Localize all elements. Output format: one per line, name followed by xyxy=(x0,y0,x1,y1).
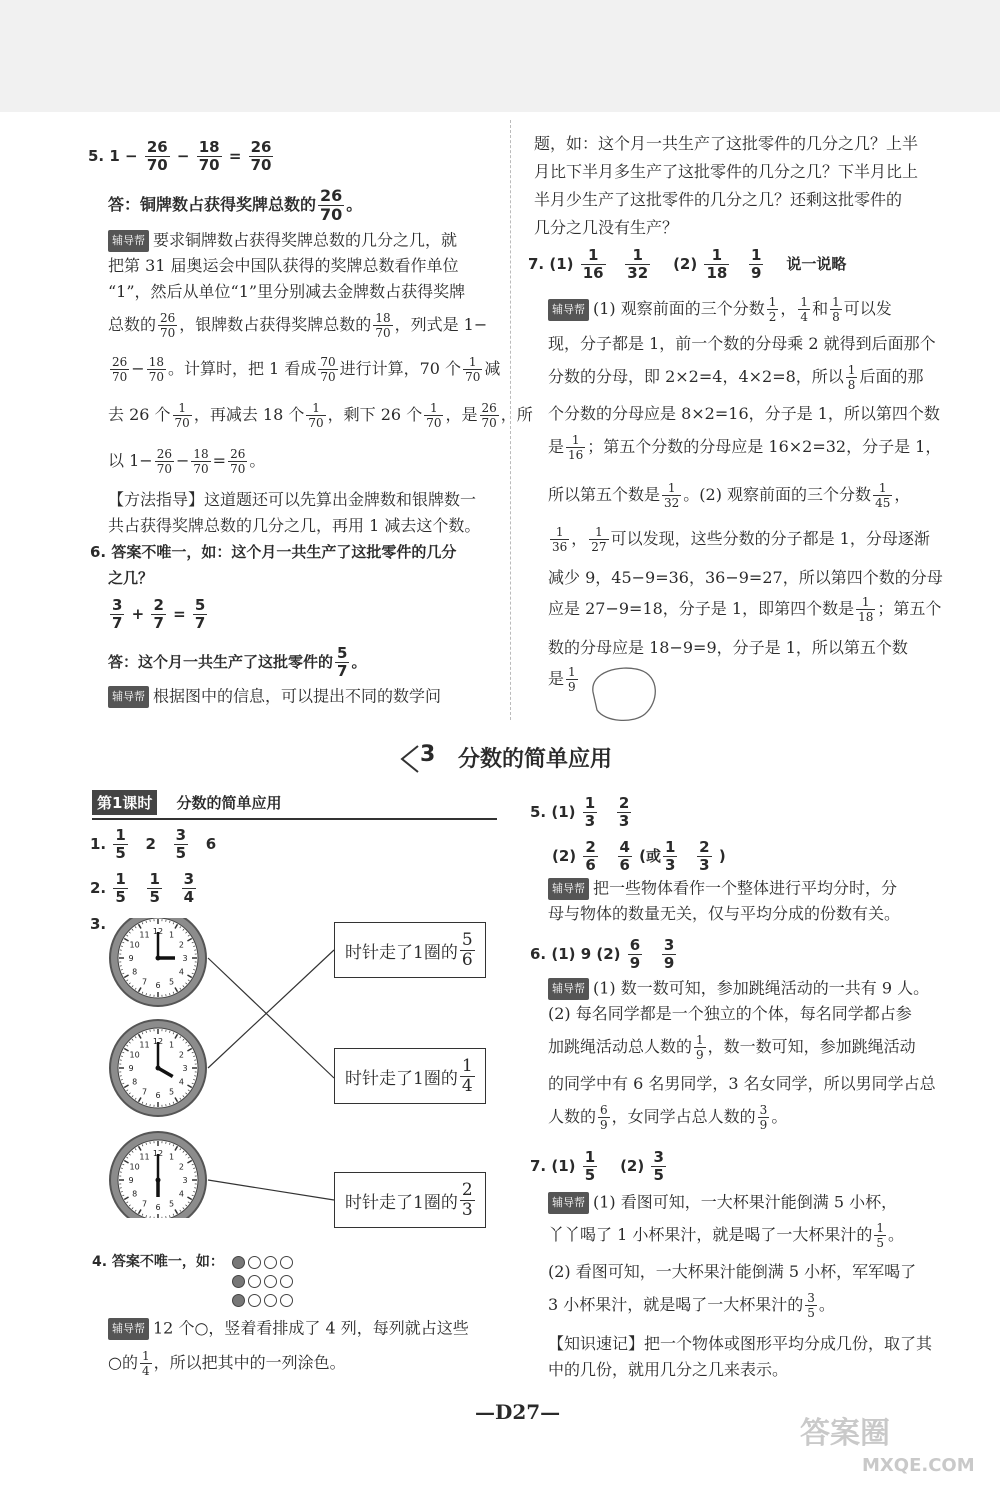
svg-text:5: 5 xyxy=(168,1087,175,1097)
page-number: —D27— xyxy=(475,1400,561,1424)
svg-text:11: 11 xyxy=(139,1040,150,1050)
q5-help-5: $\frac{26}{70}$ − $\frac{18}{70}$ 。计算时，把 1 看成 $\frac{70}{70}$ 进行计算，70 个 $\frac{1}{70}$ 减 xyxy=(112,355,501,384)
method-1: 【方法指导】这道题还可以先算出金牌数和银牌数一 xyxy=(108,490,477,509)
q7-help-8: 减少 9，45−9=36，36−9=27，所以第四个数的分母 xyxy=(548,568,943,587)
svg-text:6: 6 xyxy=(155,1091,161,1100)
lesson-title: 分数的简单应用 xyxy=(176,794,282,812)
svg-text:1: 1 xyxy=(168,1040,175,1050)
svg-text:7: 7 xyxy=(141,977,148,987)
q5-help-1: 辅导帮 要求铜牌数占获得奖牌总数的几分之几，就 xyxy=(108,230,457,252)
q6-answer: 答：这个月一共生产了这批零件的 $\frac{5}{7}$ 。 xyxy=(108,644,367,680)
svg-text:3: 3 xyxy=(182,954,188,963)
clock-6-oclock xyxy=(110,1132,206,1218)
svg-text:7: 7 xyxy=(141,1199,148,1209)
rb-q5-help-1: 辅导帮 把一些物体看作一个整体进行平均分时，分 xyxy=(548,878,897,900)
section-title: 分数的简单应用 xyxy=(458,747,613,772)
q7-help-3: 分数的分母，即 2×2=4，4×2=8，所以 $\frac{1}{8}$ 后面的那 xyxy=(548,363,924,392)
clock-3-oclock xyxy=(110,918,206,1006)
q7-help-1: 辅导帮 (1) 观察前面的三个分数 $\frac{1}{2}$ ， $\frac{1}{4}$ 和 $\frac{1}{8}$ 可以发 xyxy=(548,296,892,323)
stamp-icon xyxy=(585,662,663,724)
q5-equation: 5. 1 − $\frac{26}{70}$ − $\frac{18}{70}$ = $\frac{26}{70}$ xyxy=(88,138,272,174)
svg-text:10: 10 xyxy=(129,1050,140,1060)
rb-q6-help-2: (2) 每名同学都是一个独立的个体，每名同学都占参 xyxy=(548,1004,912,1023)
q5-help-6: 去 26 个 $\frac{1}{70}$ ，再减去 18 个 $\frac{1}{70}$ ，剩下 26 个 $\frac{1}{70}$ ，是 $\frac{26}{70}$ ，所 xyxy=(108,401,533,430)
rb-q5-1: 5. (1) $\frac{1}{3}$ $\frac{2}{3}$ xyxy=(530,794,630,830)
rb-q6-help-1: 辅导帮 (1) 数一数可知，参加跳绳活动的一共有 9 人。 xyxy=(548,978,929,1000)
svg-text:10: 10 xyxy=(129,940,140,950)
svg-text:8: 8 xyxy=(132,1077,138,1087)
svg-text:1: 1 xyxy=(168,930,175,940)
svg-text:1: 1 xyxy=(168,1152,175,1162)
q7-help-9: 应是 27−9=18，分子是 1，即第四个数是 $\frac{1}{18}$ ；第五个 xyxy=(548,595,942,624)
q4-help-1: 辅导帮 12 个○，竖着看排成了 4 列，每列就占这些 xyxy=(108,1318,469,1340)
q5-help-7: 以 1− $\frac{26}{70}$ − $\frac{18}{70}$ = $\frac{26}{70}$ 。 xyxy=(108,447,266,476)
svg-text:5: 5 xyxy=(168,1199,175,1209)
q7-help-5: 是 $\frac{1}{16}$ ；第五个分数的分母应是 16×2=32，分子是 1， xyxy=(548,433,942,462)
box-1-4: 时针走了1圈的 $\frac{1}{4}$ xyxy=(334,1048,486,1104)
rb-q6-help-3: 加跳绳活动总人数的 $\frac{1}{9}$ ，数一数可知，参加跳绳活动 xyxy=(548,1033,916,1062)
rt-line-3: 半月少生产了这批零件的几分之几？还剩这批零件的 xyxy=(534,190,903,209)
svg-text:12: 12 xyxy=(152,1149,164,1158)
q7-answer: 7. (1) $\frac{1}{16}$ $\frac{1}{32}$ (2) $\frac{1}{18}$ $\frac{1}{9}$ 说一说略 xyxy=(528,246,847,282)
rb-q7-help-4: 3 小杯果汁，就是喝了一大杯果汁的 $\frac{3}{5}$ 。 xyxy=(548,1291,835,1320)
svg-text:10: 10 xyxy=(129,1162,140,1172)
svg-text:11: 11 xyxy=(139,930,150,940)
q7-help-7: $\frac{1}{36}$ ， $\frac{1}{27}$ 可以发现，这些分数的分子都是 1，分母逐渐 xyxy=(552,525,930,554)
q7-help-2: 现，分子都是 1，前一个数的分母乘 2 就得到后面那个 xyxy=(548,334,936,353)
box-2-3: 时针走了1圈的 $\frac{2}{3}$ xyxy=(334,1172,486,1228)
svg-text:9: 9 xyxy=(128,954,134,963)
rt-line-1: 题，如：这个月一共生产了这批零件的几分之几？上半 xyxy=(534,134,919,153)
svg-text:2: 2 xyxy=(178,1050,184,1060)
rb-q7: 7. (1) $\frac{1}{5}$ (2) $\frac{3}{5}$ xyxy=(530,1148,664,1184)
svg-text:9: 9 xyxy=(128,1064,134,1073)
svg-text:2: 2 xyxy=(178,1162,184,1172)
rt-line-2: 月比下半月多生产了这批零件的几分之几？下半月比上 xyxy=(534,162,919,181)
clock-4-oclock xyxy=(110,1020,206,1116)
svg-text:4: 4 xyxy=(178,1077,184,1087)
q6-help: 辅导帮 根据图中的信息，可以提出不同的数学问 xyxy=(108,686,441,708)
rb-q7-help-3: (2) 看图可知，一大杯果汁能倒满 5 小杯，军军喝了 xyxy=(548,1262,917,1281)
rt-line-4: 几分之几没有生产？ xyxy=(534,218,679,237)
q6-question-1: 6. 答案不唯一，如：这个月一共生产了这批零件的几分 xyxy=(90,543,457,561)
q5-help-3: “1”，然后从单位“1”里分别减去金牌数占获得奖牌 xyxy=(108,282,466,301)
q6-question-2: 之几？ xyxy=(108,569,154,587)
svg-text:6: 6 xyxy=(155,1203,161,1212)
match-line-6-to-2-3 xyxy=(208,1180,334,1200)
method-2: 共占获得奖牌总数的几分之几，再用 1 减去这个数。 xyxy=(108,516,481,535)
lesson-header xyxy=(92,790,497,820)
q7-help-6: 所以第五个数是 $\frac{1}{32}$ 。(2) 观察前面的三个分数 $\frac{1}{45}$ ， xyxy=(548,481,911,510)
svg-text:9: 9 xyxy=(128,1176,134,1185)
rb-q6-help-4: 的同学中有 6 名男同学，3 名女同学，所以男同学占总 xyxy=(548,1074,936,1093)
rb-q7-help-2: 丫丫喝了 1 小杯果汁，就是喝了一大杯果汁的 $\frac{1}{5}$ 。 xyxy=(548,1221,905,1250)
q7-help-4: 个分数的分母应是 8×2=16，分子是 1，所以第四个数 xyxy=(548,404,940,423)
lb-q4: 4. 答案不唯一，如： xyxy=(92,1254,224,1270)
svg-text:7: 7 xyxy=(141,1087,148,1097)
rb-knowledge-2: 中的几份，就用几分之几来表示。 xyxy=(548,1360,789,1379)
q5-answer: 答：铜牌数占获得奖牌总数的 $\frac{26}{70}$ 。 xyxy=(108,186,363,224)
q4-help-2: ○的 $\frac{1}{4}$ ，所以把其中的一列涂色。 xyxy=(108,1349,346,1378)
svg-text:3: 3 xyxy=(182,1064,188,1073)
rb-q6: 6. (1) 9 (2) $\frac{6}{9}$ $\frac{3}{9}$ xyxy=(530,936,675,972)
rb-q5-2: (2) $\frac{2}{6}$ $\frac{4}{6}$ (或 $\frac{1}{3}$ $\frac{2}{3}$ ) xyxy=(552,838,726,874)
svg-text:12: 12 xyxy=(152,1037,164,1046)
svg-text:11: 11 xyxy=(139,1152,150,1162)
section-number: 3 xyxy=(420,742,436,767)
watermark-logo: 答案圈 xyxy=(800,1416,890,1451)
q6-equation: $\frac{3}{7}$ + $\frac{2}{7}$ = $\frac{5}{7}$ xyxy=(112,596,206,632)
watermark-url: MXQE.COM xyxy=(862,1455,975,1476)
rb-knowledge-1: 【知识速记】把一个物体或图形平均分成几份，取了其 xyxy=(548,1334,933,1353)
svg-text:5: 5 xyxy=(168,977,175,987)
svg-text:2: 2 xyxy=(178,940,184,950)
lb-q2: 2. $\frac{1}{5}$ $\frac{1}{5}$ $\frac{3}{4}$ xyxy=(90,870,195,906)
q5-help-4: 总数的 $\frac{26}{70}$ ，银牌数占获得奖牌总数的 $\frac{18}{70}$ ，列式是 1− xyxy=(108,311,488,340)
lb-q3: 3. xyxy=(90,915,107,933)
box-5-6: 时针走了1圈的 $\frac{5}{6}$ xyxy=(334,922,486,978)
svg-text:3: 3 xyxy=(182,1176,188,1185)
match-line-3-to-1-4 xyxy=(208,958,334,1078)
svg-text:6: 6 xyxy=(155,981,161,990)
q7-help-10: 数的分母应是 18−9=9，分子是 1，所以第五个数 xyxy=(548,638,908,657)
svg-text:4: 4 xyxy=(178,967,184,977)
top-band xyxy=(0,0,1000,112)
q7-help-11: 是 $\frac{1}{9}$ xyxy=(548,665,576,694)
rb-q5-help-2: 母与物体的数量无关，仅与平均分成的份数有关。 xyxy=(548,904,901,923)
rb-q7-help-1: 辅导帮 (1) 看图可知，一大杯果汁能倒满 5 小杯， xyxy=(548,1192,897,1214)
lesson-tag: 第1课时 xyxy=(92,790,157,815)
svg-text:4: 4 xyxy=(178,1189,184,1199)
svg-text:12: 12 xyxy=(152,927,164,936)
rb-q6-help-5: 人数的 $\frac{6}{9}$ ，女同学占总人数的 $\frac{3}{9}$ 。 xyxy=(548,1103,788,1132)
lb-q1: 1. $\frac{1}{5}$ 2 $\frac{3}{5}$ 6 xyxy=(90,826,217,862)
svg-text:8: 8 xyxy=(132,967,138,977)
circle-grid xyxy=(232,1252,296,1309)
q5-help-2: 把第 31 届奥运会中国队获得的奖牌总数看作单位 xyxy=(108,256,459,275)
match-line-4-to-5-6 xyxy=(208,950,334,1068)
svg-text:8: 8 xyxy=(132,1189,138,1199)
